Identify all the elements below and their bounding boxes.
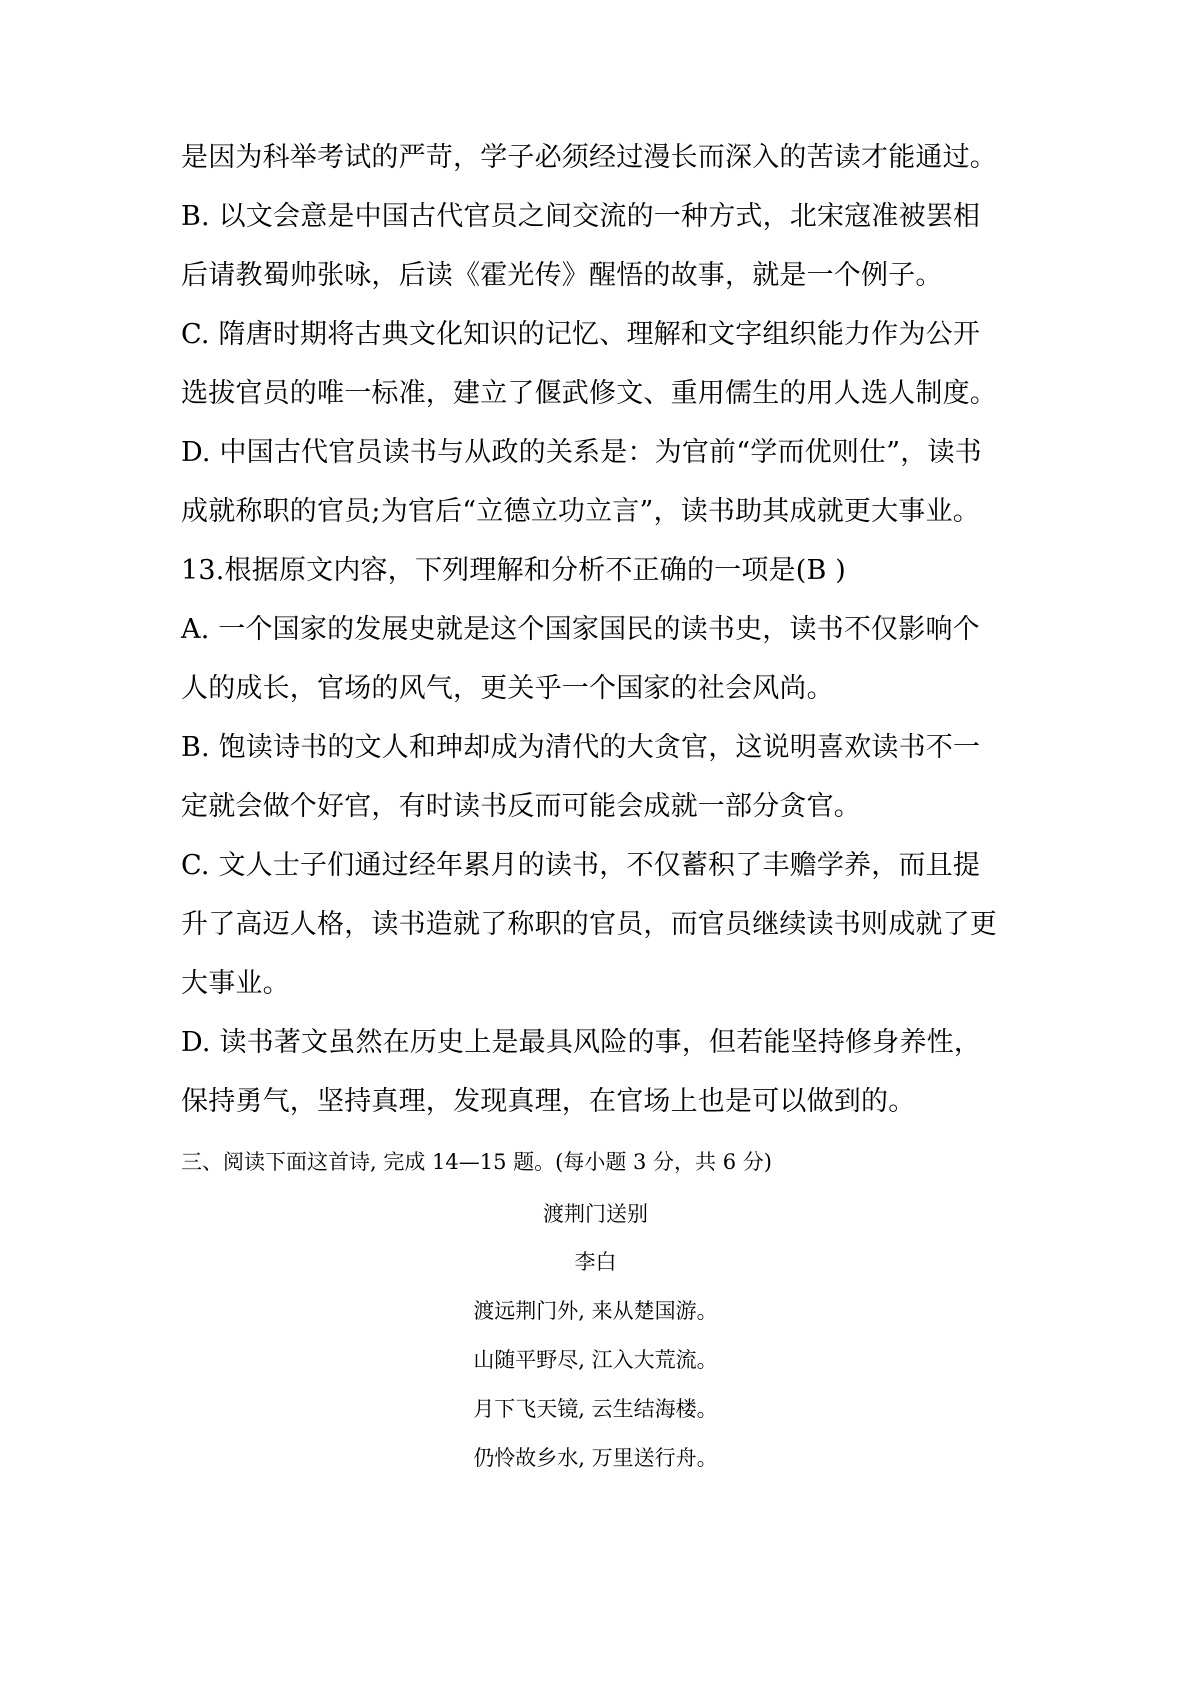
question-13-stem: 13.根据原文内容，下列理解和分析不正确的一项是(B ) (181, 555, 847, 586)
q13-option-a-line-2: 人的成长，官场的风气，更关乎一个国家的社会风尚。 (181, 673, 834, 704)
poem-title: 渡荆门送别 (543, 1202, 648, 1226)
option-d-line-1: D. 中国古代官员读书与从政的关系是：为官前“学而优则仕”，读书 (181, 437, 982, 468)
option-d-line-2: 成就称职的官员;为官后“立德立功立言”，读书助其成就更大事业。 (181, 496, 980, 527)
q13-option-b-line-1: B. 饱读诗书的文人和珅却成为清代的大贪官，这说明喜欢读书不一 (181, 732, 981, 763)
q13-option-c-line-2: 升了高迈人格，读书造就了称职的官员，而官员继续读书则成就了更 (181, 909, 997, 940)
option-b-line-1: B. 以文会意是中国古代官员之间交流的一种方式，北宋寇准被罢相 (181, 201, 981, 232)
section-three-heading: 三、阅读下面这首诗, 完成 14—15 题。(每小题 3 分，共 6 分) (181, 1150, 772, 1174)
q13-option-a-line-1: A. 一个国家的发展史就是这个国家国民的读书史，读书不仅影响个 (181, 614, 980, 645)
poem-line-3: 月下飞天镜, 云生结海楼。 (473, 1397, 718, 1421)
poem-line-1: 渡远荆门外, 来从楚国游。 (473, 1299, 718, 1323)
q13-option-d-line-1: D. 读书著文虽然在历史上是最具风险的事，但若能坚持修身养性， (181, 1027, 982, 1058)
q13-option-d-line-2: 保持勇气，坚持真理，发现真理，在官场上也是可以做到的。 (181, 1086, 916, 1117)
option-c-line-2: 选拔官员的唯一标准，建立了偃武修文、重用儒生的用人选人制度。 (181, 378, 997, 409)
option-c-line-1: C. 隋唐时期将古典文化知识的记忆、理解和文字组织能力作为公开 (181, 319, 981, 350)
poem-author: 李白 (574, 1250, 617, 1274)
poem-line-4: 仍怜故乡水, 万里送行舟。 (473, 1446, 718, 1470)
q13-option-c-line-1: C. 文人士子们通过经年累月的读书，不仅蓄积了丰赡学养，而且提 (181, 850, 981, 881)
poem-line-2: 山随平野尽, 江入大荒流。 (473, 1348, 718, 1372)
q13-option-c-line-3: 大事业。 (181, 968, 290, 999)
text-line: 是因为科举考试的严苛，学子必须经过漫长而深入的苦读才能通过。 (181, 142, 997, 173)
option-b-line-2: 后请教蜀帅张咏，后读《霍光传》醒悟的故事，就是一个例子。 (181, 260, 943, 291)
q13-option-b-line-2: 定就会做个好官，有时读书反而可能会成就一部分贪官。 (181, 791, 861, 822)
